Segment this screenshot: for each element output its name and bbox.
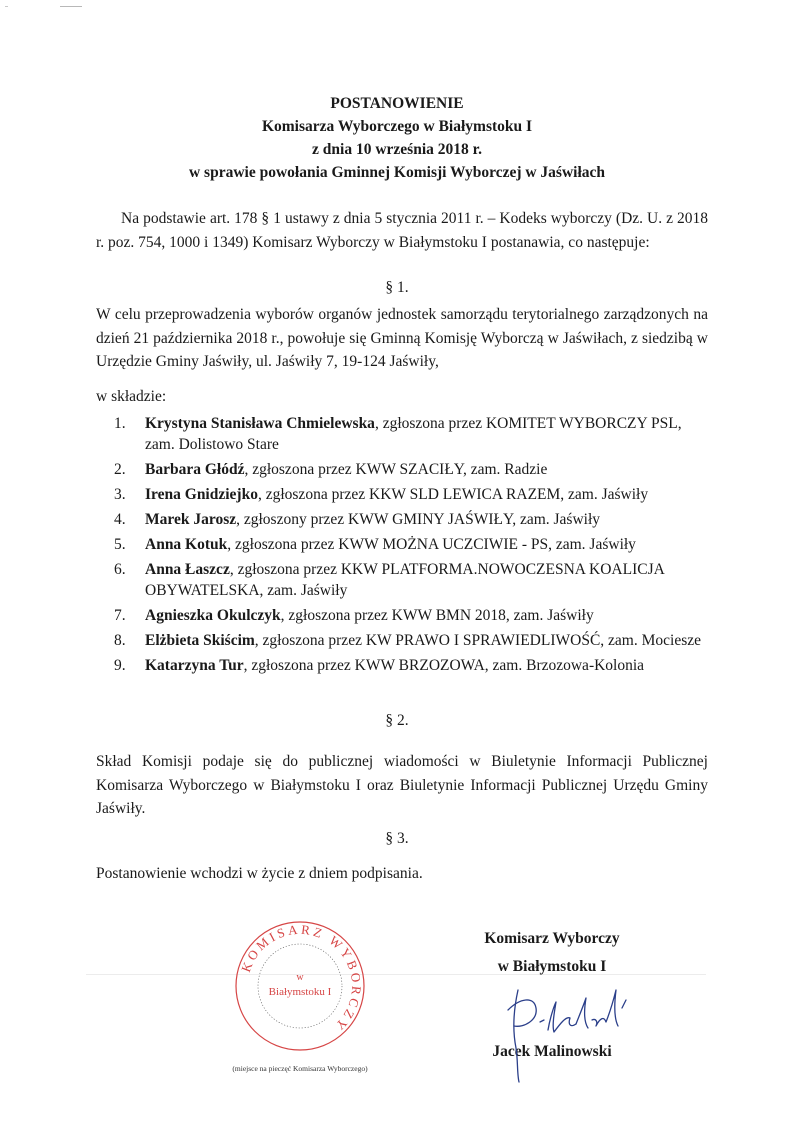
issuer: Komisarza Wyborczego w Białymstoku I bbox=[261, 118, 533, 135]
member-name: Krystyna Stanisława Chmielewska bbox=[145, 415, 375, 432]
member-number: 7. bbox=[114, 607, 126, 624]
stamp-center-w: w bbox=[296, 972, 304, 983]
scan-artifact bbox=[60, 6, 82, 7]
signatory-title: Komisarz Wyborczy bbox=[484, 930, 620, 947]
member-list-item bbox=[96, 559, 708, 601]
member-name: Irena Gnidziejko bbox=[145, 486, 258, 503]
member-list-item bbox=[96, 509, 708, 530]
member-list-item bbox=[96, 605, 708, 626]
member-details: , zgłoszona przez KWW SZACIŁY, zam. Radzie bbox=[244, 461, 548, 478]
section-3-text: Postanowienie wchodzi w życie z dniem podpisania. bbox=[96, 865, 423, 882]
member-details: , zgłoszony przez KWW GMINY JAŚWIŁY, zam. Jaświły bbox=[236, 511, 601, 528]
member-number: 1. bbox=[114, 415, 126, 432]
official-stamp bbox=[232, 918, 368, 1054]
section-2-label: § 2. bbox=[385, 712, 409, 729]
member-name: Anna Łaszcz bbox=[145, 561, 230, 578]
member-list-item bbox=[96, 484, 708, 505]
composition-label: w składzie: bbox=[96, 388, 167, 405]
member-details: , zgłoszona przez KWW MOŻNA UCZCIWIE - PS, zam. Jaświły bbox=[227, 536, 636, 553]
document-date: z dnia 10 września 2018 r. bbox=[312, 141, 482, 158]
member-number: 3. bbox=[114, 486, 126, 503]
member-details: , zgłoszona przez KW PRAWO I SPRAWIEDLIWOŚĆ, zam. Mociesze bbox=[254, 632, 701, 649]
member-number: 6. bbox=[114, 561, 126, 578]
stamp-center-city: Białymstoku I bbox=[268, 986, 332, 998]
member-number: 2. bbox=[114, 461, 126, 478]
member-details: , zgłoszona przez KKW SLD LEWICA RAZEM, zam. Jaświły bbox=[257, 486, 649, 503]
legal-basis-paragraph: Na podstawie art. 178 § 1 ustawy z dnia 5 stycznia 2011 r. – Kodeks wyborczy (Dz. U. z 2018 r. poz. 754, 1000 i 1349) Komisarz Wyborczy w Białymstoku I postanawia, co następuje: bbox=[96, 210, 708, 251]
member-details: , zgłoszona przez KKW PLATFORMA.NOWOCZESNA KOALICJA OBYWATELSKA, zam. Jaświły bbox=[145, 561, 664, 599]
member-number: 4. bbox=[114, 511, 126, 528]
signatory-name: Jacek Malinowski bbox=[492, 1043, 612, 1060]
member-list-item bbox=[96, 413, 708, 455]
member-name: Katarzyna Tur bbox=[145, 657, 244, 674]
section-3-label: § 3. bbox=[385, 830, 409, 847]
member-details: , zgłoszona przez KWW BMN 2018, zam. Jaświły bbox=[280, 607, 594, 624]
member-details: , zgłoszona przez KWW BRZOZOWA, zam. Brzozowa-Kolonia bbox=[243, 657, 645, 674]
member-details: , zgłoszona przez KOMITET WYBORCZY PSL, zam. Dolistowo Stare bbox=[145, 415, 682, 453]
member-list-item bbox=[96, 655, 708, 676]
section-2-text: Skład Komisji podaje się do publicznej wiadomości w Biuletynie Informacji Publicznej Komisarza Wyborczego w Białymstoku I oraz Biuletynie Informacji Publicznej Urzędu Gminy Jaświły. bbox=[96, 753, 708, 817]
member-list-item bbox=[96, 630, 708, 651]
document-header bbox=[0, 92, 794, 184]
member-name: Barbara Głódź bbox=[145, 461, 245, 478]
document-subject: w sprawie powołania Gminnej Komisji Wyborczej w Jaświłach bbox=[188, 164, 606, 181]
stamp-caption: (miejsce na pieczęć Komisarza Wyborczego) bbox=[232, 1064, 368, 1073]
member-name: Elżbieta Skiścim bbox=[145, 632, 255, 649]
document-type: POSTANOWIENIE bbox=[330, 95, 464, 112]
member-name: Anna Kotuk bbox=[145, 536, 228, 553]
scan-artifact bbox=[5, 6, 8, 7]
members-list bbox=[96, 413, 708, 680]
member-list-item bbox=[96, 459, 708, 480]
member-list-item bbox=[96, 534, 708, 555]
stamp-ring-text: KOMISARZ WYBORCZY bbox=[238, 921, 365, 1036]
signatory-location: w Białymstoku I bbox=[497, 958, 607, 975]
member-number: 9. bbox=[114, 657, 126, 674]
member-name: Agnieszka Okulczyk bbox=[145, 607, 281, 624]
member-name: Marek Jarosz bbox=[145, 511, 237, 528]
handwritten-signature bbox=[500, 978, 640, 1086]
section-1-label: § 1. bbox=[385, 279, 409, 296]
member-number: 5. bbox=[114, 536, 126, 553]
member-number: 8. bbox=[114, 632, 126, 649]
section-1-text: W celu przeprowadzenia wyborów organów jednostek samorządu terytorialnego zarządzonych na dzień 21 października 2018 r., powołuje się Gminną Komisję Wyborczą w Jaświłach, z siedzibą w Urzędzie Gminy Jaświły, ul. Jaświły 7, 19-124 Jaświły, bbox=[96, 306, 708, 370]
